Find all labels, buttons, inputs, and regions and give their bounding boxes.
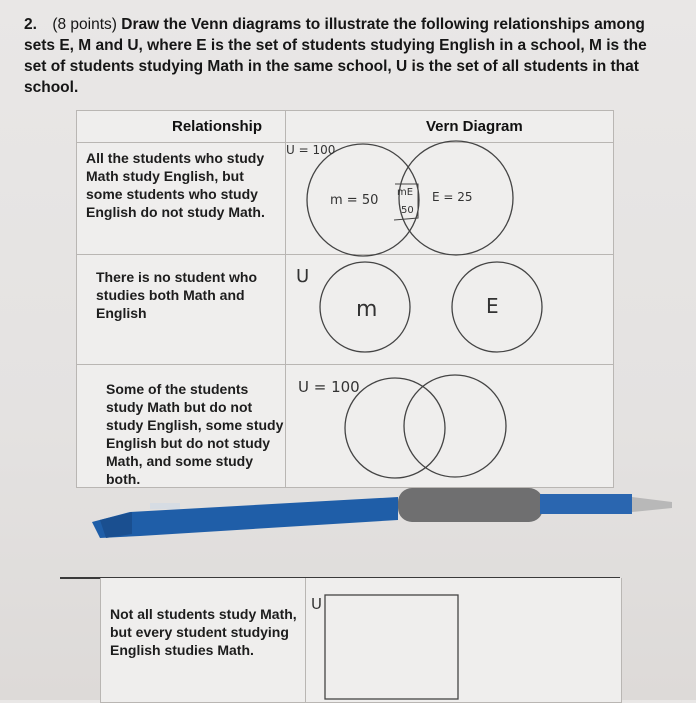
row-3-relationship: Some of the students study Math but do not study English, some study English but do not study Math, and some study both. [106, 381, 284, 487]
row-2-u-label: U [296, 266, 310, 287]
header-diagram: Vern Diagram [426, 118, 523, 135]
header-relationship: Relationship [172, 118, 263, 135]
row-1-m-label: m = 50 [330, 193, 379, 208]
row-4-universe-box [325, 595, 458, 699]
row-2-e-label: E [486, 294, 499, 318]
row-3-right-circle [404, 375, 506, 477]
row-1-me-value: 50 [401, 205, 414, 216]
row-2-m-label: m [356, 297, 378, 322]
row-3-u-label: U = 100 [298, 378, 360, 396]
row-2-relationship: There is no student who studies both Math and English [96, 269, 258, 321]
question-points: (8 points) [52, 16, 117, 33]
row-1-me-label: mE [397, 187, 414, 198]
question-number: 2. [24, 16, 37, 33]
row-4-u-label: U [311, 595, 322, 613]
row-4-relationship: Not all students study Math, but every student studying English studies Math. [110, 606, 297, 658]
row-3-left-circle [345, 378, 445, 478]
row-1-u-label: U = 100 [286, 143, 336, 157]
row-1-relationship: All the students who study Math study English, but some students who study English do not study Math. [86, 150, 265, 220]
row-1-e-label: E = 25 [432, 190, 473, 204]
question-body: Draw the Venn diagrams to illustrate the following relationships among sets E, M and U, where E is the set of students studying English in a school, M is the set of students studying Math in the same school, U is the set of all students in that school. [24, 16, 647, 96]
